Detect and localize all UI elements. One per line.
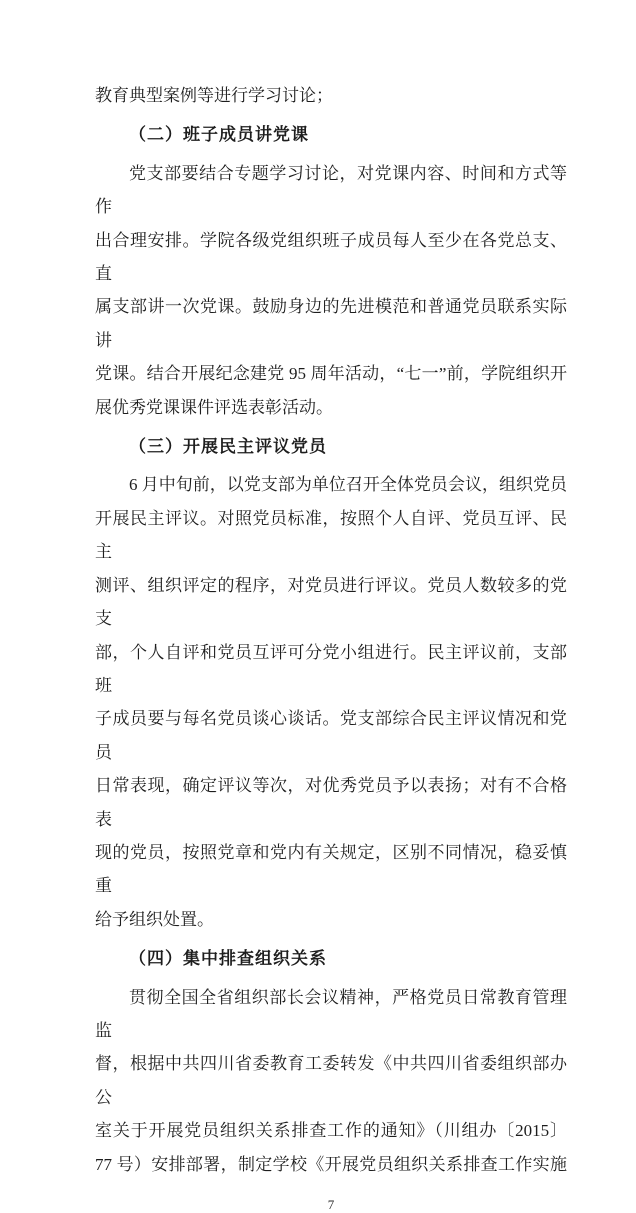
paragraph-line: 展优秀党课课件评选表彰活动。: [95, 397, 333, 417]
paragraph-line: 党支部要结合专题学习讨论，对党课内容、时间和方式等作: [95, 163, 567, 217]
section-heading-3: （三）开展民主评议党员: [129, 437, 327, 457]
paragraph-line: 室关于开展党员组织关系排查工作的通知》（川组办〔2015〕: [95, 1121, 567, 1141]
page-number: 7: [327, 1197, 335, 1212]
section-heading-2: （二）班子成员讲党课: [129, 125, 309, 145]
paragraph-line: 部，个人自评和党员互评可分党小组进行。民主评议前，支部班: [95, 642, 567, 695]
section-heading-4: （四）集中排查组织关系: [129, 949, 327, 969]
paragraph-line: 教育典型案例等进行学习讨论；: [95, 86, 333, 105]
paragraph-line: 6 月中旬前，以党支部为单位召开全体党员会议，组织党员: [129, 475, 567, 495]
paragraph-line: 督，根据中共四川省委教育工委转发《中共四川省委组织部办公: [95, 1054, 567, 1107]
paragraph-line: 出合理安排。学院各级党组织班子成员每人至少在各党总支、直: [95, 230, 567, 284]
paragraph-line: 测评、组织评定的程序，对党员进行评议。党员人数较多的党支: [95, 575, 567, 629]
paragraph-line: 贯彻全国全省组织部长会议精神，严格党员日常教育管理监: [95, 987, 567, 1040]
paragraph-line: 给予组织处置。: [95, 909, 214, 929]
paragraph-line: 77 号）安排部署，制定学校《开展党员组织关系排查工作实施: [95, 1154, 567, 1174]
paragraph-line: 属支部讲一次党课。鼓励身边的先进模范和普通党员联系实际讲: [95, 297, 567, 350]
paragraph-line: 开展民主评议。对照党员标准，按照个人自评、党员互评、民主: [95, 508, 567, 562]
paragraph-line: 党课。结合开展纪念建党 95 周年活动，“七一”前，学院组织开: [95, 364, 567, 384]
paragraph-line: 日常表现，确定评议等次，对优秀党员予以表扬；对有不合格表: [95, 776, 567, 829]
paragraph-line: 现的党员，按照党章和党内有关规定，区别不同情况，稳妥慎重: [95, 842, 567, 896]
paragraph-line: 子成员要与每名党员谈心谈话。党支部综合民主评议情况和党员: [95, 709, 567, 762]
